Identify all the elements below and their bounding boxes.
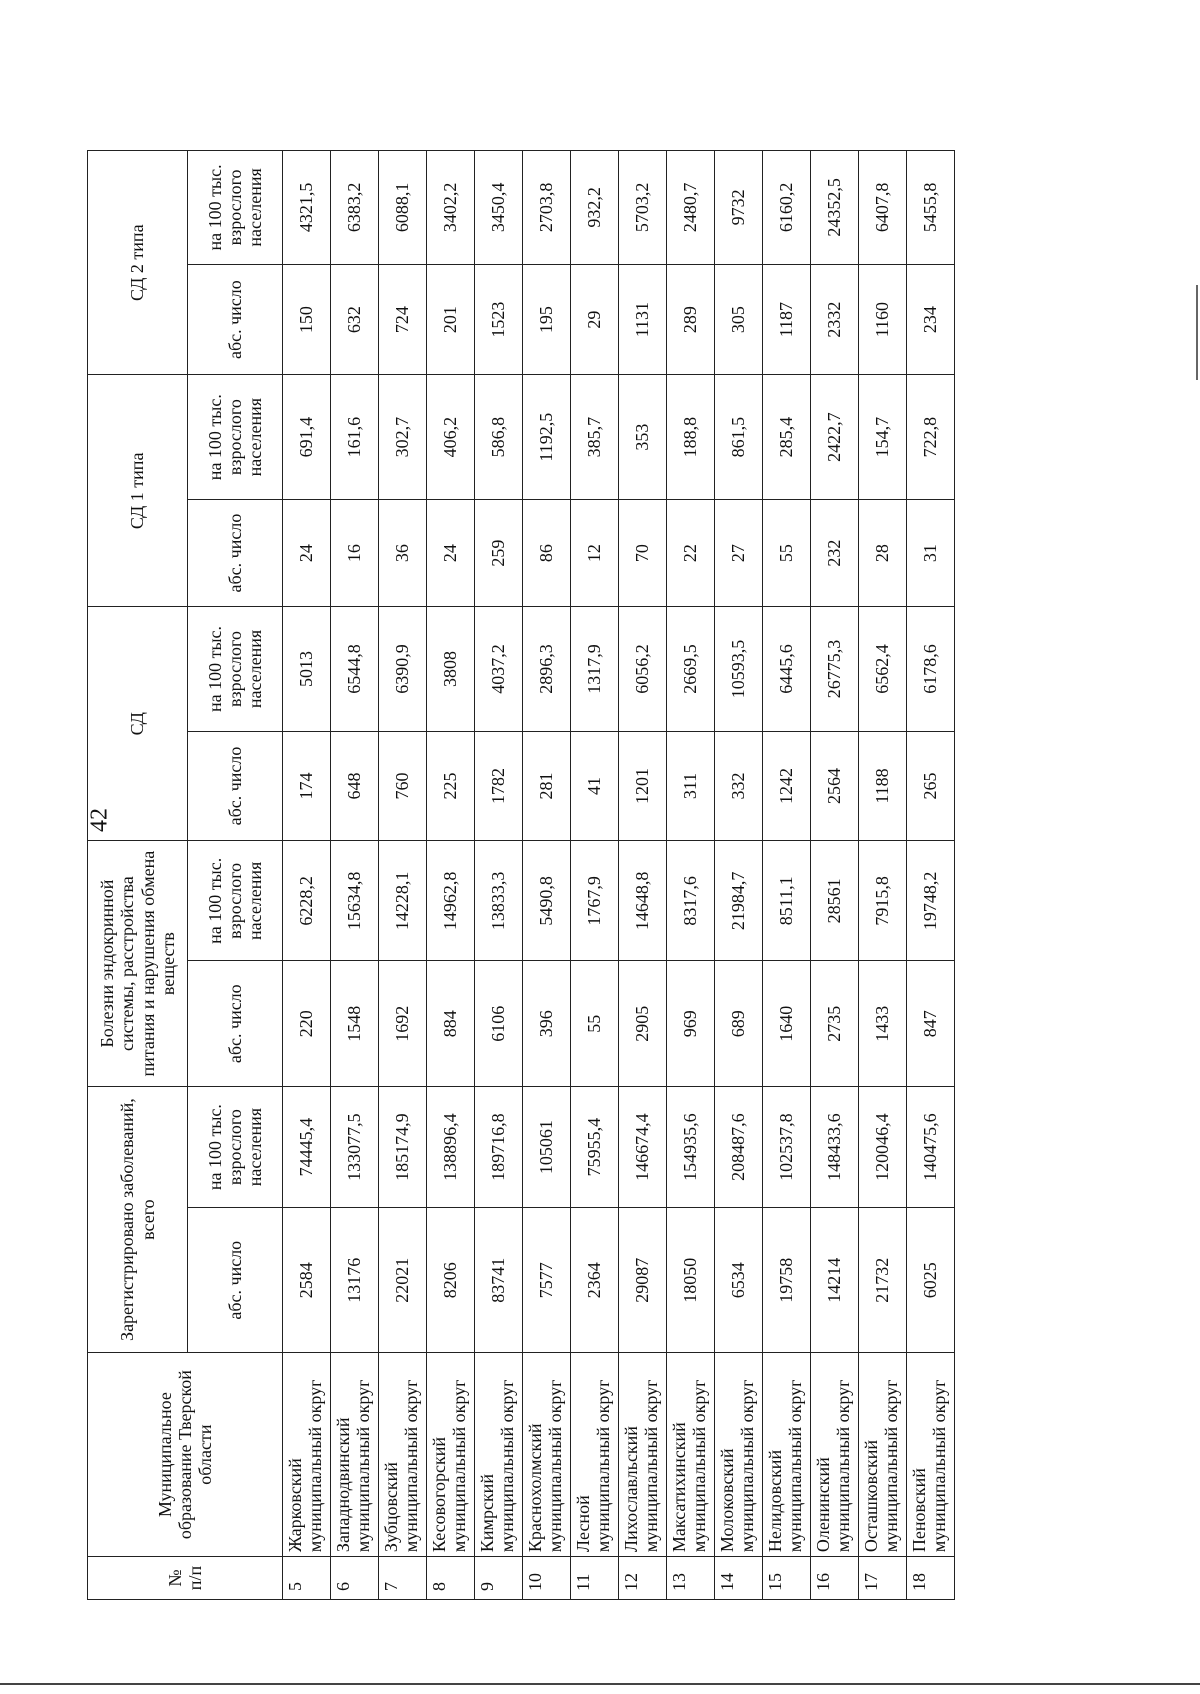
value-cell: 14962,8 — [427, 841, 475, 961]
municipality-name-line: Кимрский — [477, 1474, 497, 1553]
header-sub: на 100 тыс. взрослого населения — [188, 1086, 283, 1207]
value-cell: 6160,2 — [763, 151, 811, 265]
municipality-name — [715, 1353, 763, 1557]
municipality-name-line: Оленинский — [813, 1457, 833, 1553]
value-cell: 932,2 — [571, 151, 619, 265]
municipality-name-line: Западнодвинский — [333, 1417, 353, 1553]
municipality-name-line: Зубцовский — [381, 1462, 401, 1553]
value-cell: 1640 — [763, 961, 811, 1087]
header-municipality: Муниципальное образование Тверской области — [88, 1353, 283, 1557]
value-cell: 174 — [283, 731, 331, 840]
value-cell: 1523 — [475, 264, 523, 375]
value-cell: 6445,6 — [763, 607, 811, 732]
value-cell: 146674,4 — [619, 1086, 667, 1207]
value-cell: 220 — [283, 961, 331, 1087]
value-cell: 5490,8 — [523, 841, 571, 961]
table-row — [427, 151, 475, 1600]
value-cell: 1188 — [859, 731, 907, 840]
row-number: 7 — [379, 1557, 427, 1600]
value-cell: 31 — [907, 499, 955, 606]
value-cell: 1131 — [619, 264, 667, 375]
value-cell: 28561 — [811, 841, 859, 961]
value-cell: 2669,5 — [667, 607, 715, 732]
value-cell: 7915,8 — [859, 841, 907, 961]
row-number: 5 — [283, 1557, 331, 1600]
value-cell: 161,6 — [331, 375, 379, 500]
value-cell: 1160 — [859, 264, 907, 375]
value-cell: 15634,8 — [331, 841, 379, 961]
value-cell: 232 — [811, 499, 859, 606]
value-cell: 6056,2 — [619, 607, 667, 732]
header-sub: абс. число — [188, 961, 283, 1087]
value-cell: 259 — [475, 499, 523, 606]
value-cell: 2332 — [811, 264, 859, 375]
value-cell: 185174,9 — [379, 1086, 427, 1207]
value-cell: 311 — [667, 731, 715, 840]
municipality-name-line: муниципальный округ — [689, 1379, 710, 1553]
value-cell: 22021 — [379, 1208, 427, 1353]
value-cell: 105061 — [523, 1086, 571, 1207]
value-cell: 2480,7 — [667, 151, 715, 265]
value-cell: 396 — [523, 961, 571, 1087]
header-group-total: Зарегистрировано заболеваний, всего — [88, 1086, 188, 1352]
municipality-name-line: муниципальный округ — [737, 1379, 758, 1553]
municipality-name-line: муниципальный округ — [401, 1379, 422, 1553]
value-cell: 6228,2 — [283, 841, 331, 961]
value-cell: 6562,4 — [859, 607, 907, 732]
municipality-name — [811, 1353, 859, 1557]
municipality-name — [379, 1353, 427, 1557]
value-cell: 7577 — [523, 1208, 571, 1353]
value-cell: 140475,6 — [907, 1086, 955, 1207]
value-cell: 2896,3 — [523, 607, 571, 732]
value-cell: 1201 — [619, 731, 667, 840]
value-cell: 189716,8 — [475, 1086, 523, 1207]
value-cell: 2422,7 — [811, 375, 859, 500]
value-cell: 760 — [379, 731, 427, 840]
value-cell: 406,2 — [427, 375, 475, 500]
table-row — [571, 151, 619, 1600]
header-sub: абс. число — [188, 1208, 283, 1353]
value-cell: 281 — [523, 731, 571, 840]
municipality-name-line: Максатихинский — [669, 1422, 689, 1553]
value-cell: 3450,4 — [475, 151, 523, 265]
value-cell: 353 — [619, 375, 667, 500]
value-cell: 74445,4 — [283, 1086, 331, 1207]
value-cell: 6407,8 — [859, 151, 907, 265]
municipality-name — [427, 1353, 475, 1557]
value-cell: 26775,3 — [811, 607, 859, 732]
row-number: 9 — [475, 1557, 523, 1600]
municipality-name — [667, 1353, 715, 1557]
row-number: 14 — [715, 1557, 763, 1600]
header-group-diabetes-type1: СД 1 типа — [88, 375, 188, 607]
value-cell: 13833,3 — [475, 841, 523, 961]
value-cell: 225 — [427, 731, 475, 840]
value-cell: 12 — [571, 499, 619, 606]
value-cell: 265 — [907, 731, 955, 840]
value-cell: 24 — [283, 499, 331, 606]
value-cell: 19758 — [763, 1208, 811, 1353]
value-cell: 133077,5 — [331, 1086, 379, 1207]
municipality-name — [907, 1353, 955, 1557]
row-number: 18 — [907, 1557, 955, 1600]
value-cell: 21984,7 — [715, 841, 763, 961]
row-number: 13 — [667, 1557, 715, 1600]
municipality-name — [331, 1353, 379, 1557]
municipality-name — [763, 1353, 811, 1557]
table-body — [283, 151, 955, 1600]
value-cell: 6534 — [715, 1208, 763, 1353]
municipality-name-line: муниципальный округ — [785, 1379, 806, 1553]
value-cell: 83741 — [475, 1208, 523, 1353]
value-cell: 722,8 — [907, 375, 955, 500]
value-cell: 195 — [523, 264, 571, 375]
value-cell: 75955,4 — [571, 1086, 619, 1207]
value-cell: 102537,8 — [763, 1086, 811, 1207]
scan-edge-line — [0, 1683, 1200, 1685]
row-number: 17 — [859, 1557, 907, 1600]
row-number: 8 — [427, 1557, 475, 1600]
value-cell: 86 — [523, 499, 571, 606]
municipality-name-line: муниципальный округ — [449, 1379, 470, 1553]
municipality-name-line: муниципальный округ — [833, 1379, 854, 1553]
table-row — [331, 151, 379, 1600]
header-sub: на 100 тыс. взрослого населения — [188, 151, 283, 265]
value-cell: 6106 — [475, 961, 523, 1087]
rotated-table-container — [87, 150, 1027, 1600]
row-number: 10 — [523, 1557, 571, 1600]
header-sub: абс. число — [188, 264, 283, 375]
value-cell: 724 — [379, 264, 427, 375]
value-cell: 6088,1 — [379, 151, 427, 265]
row-number: 15 — [763, 1557, 811, 1600]
value-cell: 1187 — [763, 264, 811, 375]
value-cell: 154935,6 — [667, 1086, 715, 1207]
value-cell: 5703,2 — [619, 151, 667, 265]
value-cell: 1192,5 — [523, 375, 571, 500]
municipality-name-line: муниципальный округ — [641, 1379, 662, 1553]
value-cell: 55 — [571, 961, 619, 1087]
value-cell: 6383,2 — [331, 151, 379, 265]
value-cell: 201 — [427, 264, 475, 375]
municipality-name-line: Краснохолмский — [525, 1423, 545, 1553]
value-cell: 188,8 — [667, 375, 715, 500]
header-sub: на 100 тыс. взрослого населения — [188, 607, 283, 732]
value-cell: 289 — [667, 264, 715, 375]
value-cell: 2735 — [811, 961, 859, 1087]
value-cell: 2564 — [811, 731, 859, 840]
row-number: 6 — [331, 1557, 379, 1600]
value-cell: 1692 — [379, 961, 427, 1087]
municipality-name-line: Лихославльский — [621, 1426, 641, 1553]
municipality-name-line: муниципальный округ — [929, 1379, 950, 1553]
table-row — [379, 151, 427, 1600]
value-cell: 969 — [667, 961, 715, 1087]
value-cell: 1433 — [859, 961, 907, 1087]
value-cell: 18050 — [667, 1208, 715, 1353]
value-cell: 14214 — [811, 1208, 859, 1353]
municipality-name-line: Молоковский — [717, 1448, 737, 1553]
municipality-name-line: Жарковский — [285, 1458, 305, 1553]
value-cell: 208487,6 — [715, 1086, 763, 1207]
municipality-name-line: Кесовогорский — [429, 1437, 449, 1553]
value-cell: 691,4 — [283, 375, 331, 500]
value-cell: 385,7 — [571, 375, 619, 500]
value-cell: 27 — [715, 499, 763, 606]
value-cell: 6025 — [907, 1208, 955, 1353]
value-cell: 632 — [331, 264, 379, 375]
value-cell: 3808 — [427, 607, 475, 732]
value-cell: 8206 — [427, 1208, 475, 1353]
row-number: 11 — [571, 1557, 619, 1600]
table-row — [811, 151, 859, 1600]
value-cell: 648 — [331, 731, 379, 840]
morbidity-table — [87, 150, 955, 1600]
table-row — [523, 151, 571, 1600]
value-cell: 6544,8 — [331, 607, 379, 732]
value-cell: 154,7 — [859, 375, 907, 500]
municipality-name-line: муниципальный округ — [593, 1379, 614, 1553]
value-cell: 3402,2 — [427, 151, 475, 265]
table-row — [667, 151, 715, 1600]
value-cell: 6178,6 — [907, 607, 955, 732]
header-sub: абс. число — [188, 499, 283, 606]
value-cell: 21732 — [859, 1208, 907, 1353]
value-cell: 689 — [715, 961, 763, 1087]
table-row — [859, 151, 907, 1600]
table-row — [619, 151, 667, 1600]
value-cell: 1782 — [475, 731, 523, 840]
table-row — [715, 151, 763, 1600]
value-cell: 305 — [715, 264, 763, 375]
value-cell: 148433,6 — [811, 1086, 859, 1207]
value-cell: 4321,5 — [283, 151, 331, 265]
value-cell: 24 — [427, 499, 475, 606]
page-number: 42 — [86, 808, 113, 832]
value-cell: 22 — [667, 499, 715, 606]
value-cell: 8511,1 — [763, 841, 811, 961]
header-group-diabetes: СД — [88, 607, 188, 841]
row-number: 16 — [811, 1557, 859, 1600]
value-cell: 6390,9 — [379, 607, 427, 732]
value-cell: 150 — [283, 264, 331, 375]
municipality-name-line: Осташковский — [861, 1439, 881, 1553]
value-cell: 1317,9 — [571, 607, 619, 732]
municipality-name — [475, 1353, 523, 1557]
municipality-name-line: Пеновский — [909, 1468, 929, 1553]
table-row — [283, 151, 331, 1600]
value-cell: 5013 — [283, 607, 331, 732]
value-cell: 2364 — [571, 1208, 619, 1353]
value-cell: 847 — [907, 961, 955, 1087]
value-cell: 332 — [715, 731, 763, 840]
municipality-name-line: муниципальный округ — [305, 1379, 326, 1553]
value-cell: 2905 — [619, 961, 667, 1087]
value-cell: 16 — [331, 499, 379, 606]
header-sub: на 100 тыс. взрослого населения — [188, 375, 283, 500]
value-cell: 1242 — [763, 731, 811, 840]
value-cell: 13176 — [331, 1208, 379, 1353]
value-cell: 1767,9 — [571, 841, 619, 961]
municipality-name-line: Лесной — [573, 1495, 593, 1553]
municipality-name-line: муниципальный округ — [545, 1379, 566, 1553]
header-group-endocrine: Болезни эндокринной системы, расстройства питания и нарушения обмена веществ — [88, 841, 188, 1087]
value-cell: 4037,2 — [475, 607, 523, 732]
header-sub: на 100 тыс. взрослого населения — [188, 841, 283, 961]
value-cell: 2584 — [283, 1208, 331, 1353]
value-cell: 29 — [571, 264, 619, 375]
value-cell: 586,8 — [475, 375, 523, 500]
municipality-name-line: муниципальный округ — [353, 1379, 374, 1553]
municipality-name — [859, 1353, 907, 1557]
municipality-name-line: Нелидовский — [765, 1449, 785, 1553]
value-cell: 285,4 — [763, 375, 811, 500]
header-group-diabetes-type2: СД 2 типа — [88, 151, 188, 375]
value-cell: 28 — [859, 499, 907, 606]
value-cell: 9732 — [715, 151, 763, 265]
value-cell: 5455,8 — [907, 151, 955, 265]
municipality-name — [283, 1353, 331, 1557]
value-cell: 1548 — [331, 961, 379, 1087]
value-cell: 2703,8 — [523, 151, 571, 265]
municipality-name-line: муниципальный округ — [881, 1379, 902, 1553]
table-row — [475, 151, 523, 1600]
pencil-mark — [1196, 285, 1198, 380]
value-cell: 8317,6 — [667, 841, 715, 961]
value-cell: 884 — [427, 961, 475, 1087]
value-cell: 14648,8 — [619, 841, 667, 961]
value-cell: 14228,1 — [379, 841, 427, 961]
value-cell: 36 — [379, 499, 427, 606]
header-num: № п/п — [88, 1557, 283, 1600]
municipality-name — [619, 1353, 667, 1557]
value-cell: 24352,5 — [811, 151, 859, 265]
row-number: 12 — [619, 1557, 667, 1600]
value-cell: 10593,5 — [715, 607, 763, 732]
table-row — [763, 151, 811, 1600]
municipality-name — [571, 1353, 619, 1557]
municipality-name — [523, 1353, 571, 1557]
value-cell: 234 — [907, 264, 955, 375]
value-cell: 861,5 — [715, 375, 763, 500]
table-row — [907, 151, 955, 1600]
value-cell: 138896,4 — [427, 1086, 475, 1207]
value-cell: 70 — [619, 499, 667, 606]
value-cell: 302,7 — [379, 375, 427, 500]
value-cell: 41 — [571, 731, 619, 840]
value-cell: 55 — [763, 499, 811, 606]
value-cell: 120046,4 — [859, 1086, 907, 1207]
municipality-name-line: муниципальный округ — [497, 1379, 518, 1553]
header-sub: абс. число — [188, 731, 283, 840]
value-cell: 29087 — [619, 1208, 667, 1353]
value-cell: 19748,2 — [907, 841, 955, 961]
